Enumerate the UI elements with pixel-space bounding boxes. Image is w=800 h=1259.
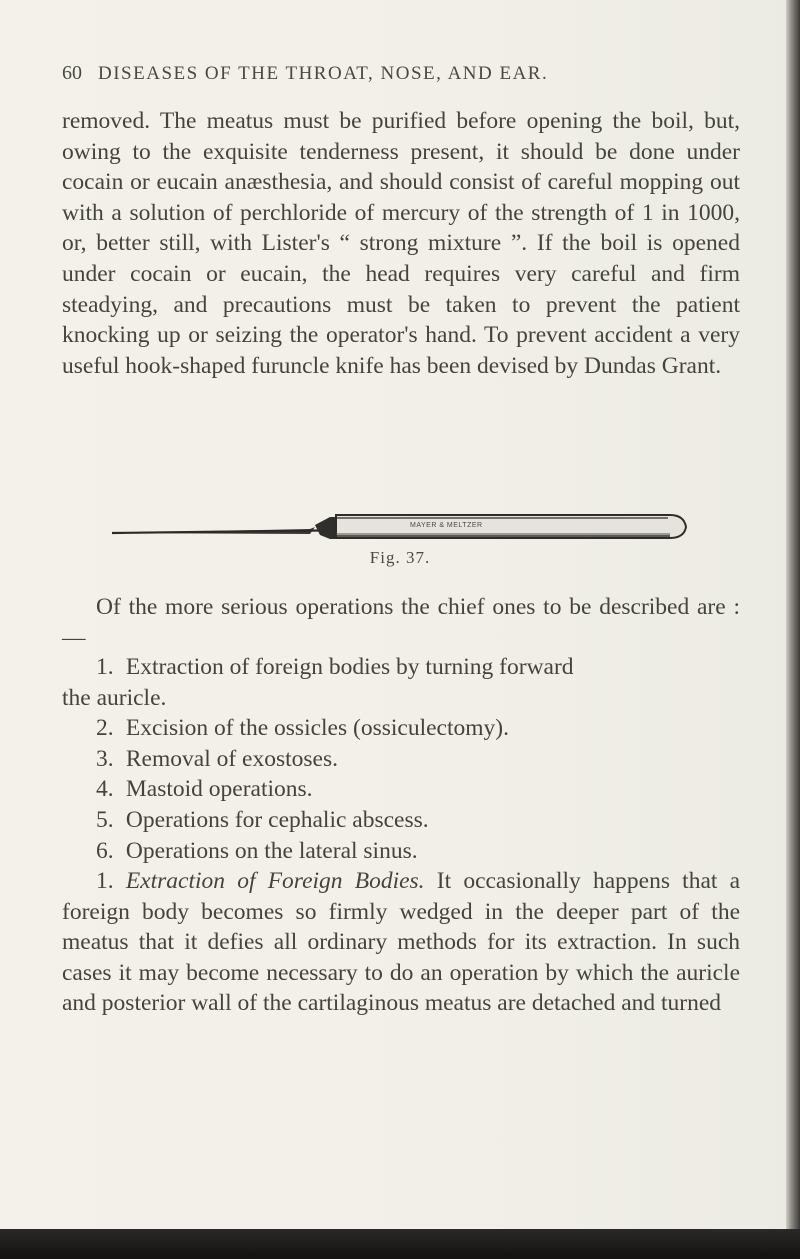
knife-collar: [315, 517, 336, 539]
paragraph-intro-operations: Of the more serious operations the chief ones to be described are :—: [62, 594, 740, 651]
furuncle-knife-figure: [110, 503, 688, 539]
section-number: 1.: [96, 868, 114, 894]
page-number: 60: [62, 62, 82, 84]
running-header: [62, 62, 770, 85]
section-text: It occasionally happens that a foreign body becomes so firmly wedged in the deeper part of the meatus that it defies all ordinary methods for its extraction. In such cases it may become necessary to do an operation by which the auricle and posterior wall of the cartilaginous meatus are detached and turned: [62, 868, 741, 1017]
list-item: 4. Mastoid operations.: [96, 776, 313, 803]
list-item: 6. Operations on the lateral sinus.: [96, 837, 418, 864]
list-item-continuation: the auricle.: [62, 684, 167, 711]
maker-mark: MAYER & MELTZER: [410, 522, 483, 529]
list-item: 5. Operations for cephalic abscess.: [96, 806, 429, 833]
section-heading: Extraction of Foreign Bodies.: [125, 868, 425, 894]
paragraph-extraction: [62, 866, 740, 1019]
page-edge-shadow: [786, 0, 800, 1259]
paragraph-boil-treatment: removed. The meatus must be purified before opening the boil, but, owing to the exquisite tenderness present, it should be done under cocain or eucain anæsthesia, and should consist of careful mopping out with a solution of perchloride of mercury of the strength of 1 in 1000, or, better still, with Lister's “ strong mixture ”. If the boil is opened under cocain or eucain, the head requires very careful and firm steadying, and precautions must be taken to prevent the patient knocking up or seizing the operator's hand. To prevent accident a very useful hook-shaped furuncle knife has been devised by Dundas Grant.: [62, 108, 740, 379]
running-title: DISEASES OF THE THROAT, NOSE, AND EAR.: [98, 63, 549, 84]
list-item: 1. Extraction of foreign bodies by turning forward: [96, 654, 574, 680]
list-item: 2. Excision of the ossicles (ossiculectomy).: [96, 715, 509, 742]
operations-list: [62, 652, 756, 866]
scan-bottom-border: [0, 1229, 800, 1259]
figure-caption: Fig. 37.: [369, 548, 431, 567]
list-item: 3. Removal of exostoses.: [96, 745, 338, 772]
